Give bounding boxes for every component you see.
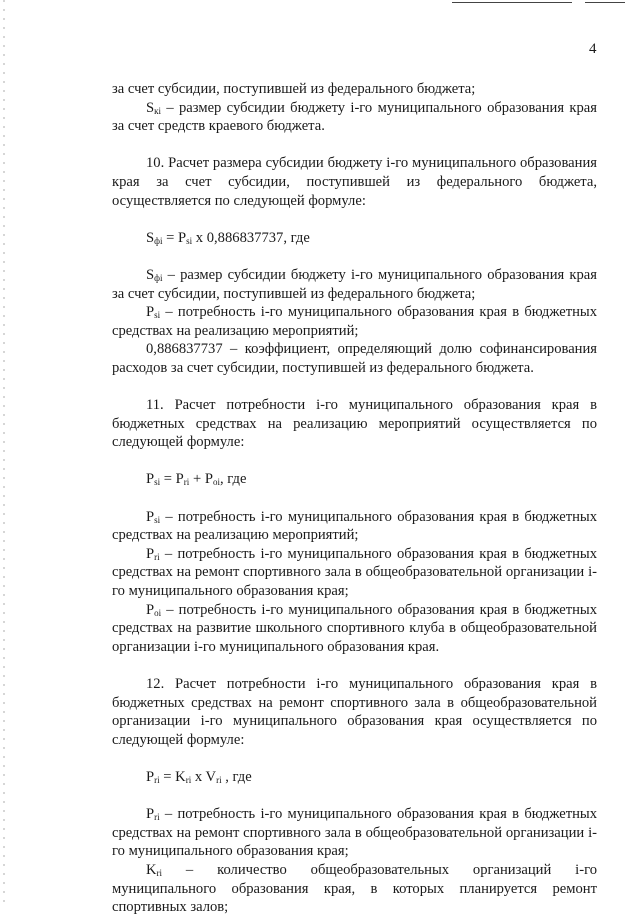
paragraph: $P_{ri}$ – потребность i-го муниципального образования края в бюджетных средствах на ремонт спортивного зала в общеобразовательной организации i-го муниципального образования края; (112, 806, 597, 860)
paragraph: $P_{ri}$ – потребность i-го муниципального образования края в бюджетных средствах на ремонт спортивного зала в общеобразовательной организации i-го муниципального образования края; (112, 545, 597, 600)
section-11-paragraph: 11. Расчет потребности i-го муниципального образования края в бюджетных средствах на реализацию мероприятий осуществляется по следующей формуле: (112, 397, 597, 451)
section-10-paragraph: 10. Расчет размера субсидии бюджету i-го муниципального образования края за счет субсидии, поступившей из федерального бюджета, осуществляется по следующей формуле: (112, 155, 597, 209)
top-rule-line (452, 2, 572, 3)
paragraph: $S_{кi}$ – размер субсидии бюджету i-го муниципального образования края за счет средств краевого бюджета. (112, 99, 597, 135)
scan-edge-marks (3, 0, 5, 905)
page-number: 4 (589, 41, 597, 57)
paragraph: $S_{фi}$ – размер субсидии бюджету i-го муниципального образования края за счет субсидии, поступившей из федерального бюджета; (112, 266, 597, 302)
formula: $S_{фi} = P_{si}$ x 0,886837737, где (146, 229, 310, 246)
document-body (112, 80, 597, 917)
paragraph: $P_{si}$ – потребность i-го муниципального образования края в бюджетных средствах на реализацию мероприятий; (112, 508, 597, 544)
top-rule-line (585, 2, 625, 3)
formula: $P_{ri} = K_{ri}$ x $V_{ri}$ , где (146, 768, 252, 785)
paragraph: $K_{ri}$ – количество общеобразовательных организаций i-го муниципального образования края, в которых планируется ремонт спортивных залов; (112, 861, 597, 916)
paragraph: 0,886837737 – коэффициент, определяющий долю софинансирования расходов за счет субсидии, поступившей из федерального бюджета. (112, 341, 597, 376)
paragraph: за счет субсидии, поступившей из федерального бюджета; (112, 81, 476, 97)
paragraph: $P_{si}$ – потребность i-го муниципального образования края в бюджетных средствах на реализацию мероприятий; (112, 304, 597, 339)
paragraph: $P_{oi}$ – потребность i-го муниципального образования края в бюджетных средствах на развитие школьного спортивного клуба в общеобразовательной организации i-го муниципального образования края. (112, 601, 597, 655)
formula: $P_{si} = P_{ri} + P_{oi}$, где (146, 471, 247, 488)
section-12-paragraph: 12. Расчет потребности i-го муниципального образования края в бюджетных средствах на ремонт спортивного зала в общеобразовательной организации i-го муниципального образования края осуществляется по следующей формуле: (112, 676, 597, 748)
